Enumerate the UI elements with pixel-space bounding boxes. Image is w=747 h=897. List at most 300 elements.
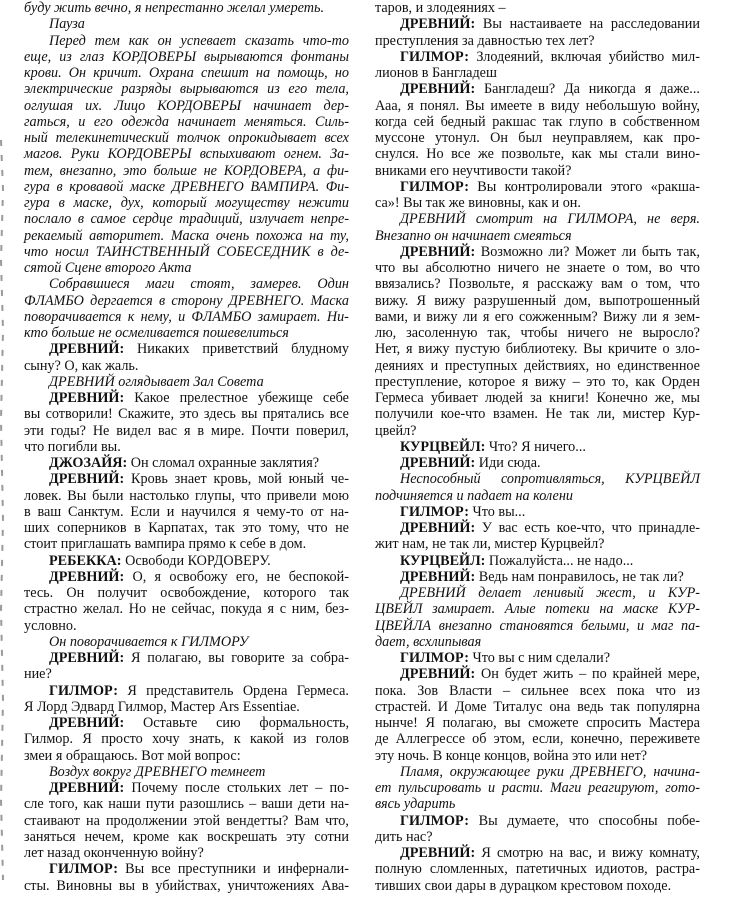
- word: деяниях: [375, 357, 424, 374]
- speaker-line: [375, 813, 700, 829]
- word: даже...: [659, 81, 700, 98]
- word: что: [240, 487, 261, 504]
- word: контролировали: [504, 178, 603, 195]
- word: взамен.: [492, 406, 538, 423]
- word: одежда: [121, 113, 170, 130]
- word: Бангладеш?: [483, 81, 556, 98]
- word: Конечно: [596, 390, 648, 406]
- word: вас: [498, 520, 518, 536]
- word: представитель: [146, 682, 234, 699]
- word: Мастера: [648, 715, 700, 731]
- speaker-name: ГИЛМОР:: [400, 503, 469, 520]
- word: так: [610, 698, 630, 715]
- speaker-name: ДРЕВНИЙ:: [49, 471, 125, 488]
- stage-direction-line: [24, 634, 349, 650]
- stage-direction-line: [24, 228, 349, 244]
- word: страстно: [24, 601, 78, 618]
- speaker-line: [375, 666, 700, 682]
- text-line: [375, 341, 700, 357]
- word: Кур-: [672, 406, 700, 423]
- word: ли: [462, 308, 478, 325]
- line-text: са»! Вы так же виновны, как и он.: [375, 195, 581, 211]
- word: ним,: [291, 601, 320, 618]
- text-line: [375, 276, 700, 292]
- word: Я: [416, 292, 426, 309]
- word: единственное: [617, 357, 700, 374]
- text-line: [375, 406, 700, 422]
- word: Вы: [482, 16, 502, 33]
- word: Он: [68, 65, 87, 81]
- word: Зов: [417, 682, 439, 699]
- text-line: [375, 390, 700, 406]
- text-line: [24, 845, 349, 861]
- text-line: [24, 504, 349, 520]
- line-text: тивших свои дары в дурацком крестовом походе.: [375, 877, 672, 894]
- word: нему,: [140, 308, 172, 325]
- stage-direction-line: [24, 211, 349, 227]
- word: на: [589, 16, 604, 33]
- word: вам: [600, 276, 623, 293]
- word: позвольте,: [501, 146, 565, 163]
- word: опрокидывает: [228, 130, 317, 146]
- word: Гилмор.: [24, 731, 74, 748]
- word: сторону: [171, 292, 223, 309]
- speaker-name: ГИЛМОР:: [400, 650, 469, 666]
- speaker-line: [375, 553, 700, 569]
- word: его,: [235, 568, 259, 585]
- word: убийство: [608, 48, 665, 65]
- stage-direction-line: [24, 244, 349, 260]
- word: я: [242, 503, 250, 520]
- word: Собравшиеся: [49, 276, 130, 293]
- speaker-line: [375, 650, 700, 666]
- word: об: [472, 731, 487, 748]
- word: ный: [24, 130, 48, 146]
- word: он: [157, 32, 172, 49]
- word: я: [154, 568, 162, 585]
- word: окружающее: [449, 763, 531, 780]
- word: послало: [24, 211, 72, 228]
- word: ших: [24, 520, 50, 536]
- word: кроме: [133, 828, 170, 845]
- word: сей: [413, 113, 434, 130]
- word: Маска: [310, 292, 349, 309]
- stage-direction-line: [375, 488, 700, 504]
- text-line: [24, 488, 349, 504]
- stage-direction-line: [24, 16, 349, 32]
- word: мистер: [622, 406, 666, 423]
- word: нечем,: [84, 828, 125, 845]
- word: так: [215, 520, 235, 536]
- line-text: вясь ударить: [375, 796, 456, 813]
- word: были: [92, 487, 124, 504]
- word: я: [183, 422, 191, 439]
- word: ввязались?: [375, 276, 441, 293]
- word: ДРЕВНИЙ: [400, 585, 466, 601]
- stage-direction-line: [24, 33, 349, 49]
- word: вендетты?: [226, 812, 289, 829]
- word: о: [630, 276, 638, 293]
- word: и: [78, 113, 86, 130]
- word: вижу: [434, 292, 466, 309]
- word: кое-что: [440, 406, 486, 423]
- word: сейчас,: [171, 601, 215, 618]
- word: на-: [330, 796, 349, 813]
- speaker-name: ГИЛМОР:: [49, 682, 118, 699]
- word: настолько: [129, 487, 190, 504]
- word: дергается: [90, 292, 153, 309]
- stage-direction-line: [24, 130, 349, 146]
- word: Я: [127, 682, 137, 699]
- stage-direction-line: [24, 293, 349, 309]
- word: на: [86, 812, 100, 829]
- word: за: [530, 390, 543, 406]
- word: и: [598, 845, 606, 861]
- word: никогда: [588, 81, 636, 98]
- word: из: [59, 48, 72, 65]
- stage-direction-line: [24, 764, 349, 780]
- word: в: [609, 113, 617, 130]
- word: Не: [545, 406, 563, 423]
- text-line: [375, 33, 700, 49]
- word: кричите: [607, 341, 657, 358]
- text-line: [24, 813, 349, 829]
- speaker-name: ДЖОЗАЙЯ:: [49, 455, 128, 471]
- word: прелестное: [179, 390, 248, 406]
- text-line: [375, 829, 700, 845]
- word: КОРДОВЕРЫ: [157, 97, 242, 114]
- word: освобождение,: [160, 585, 251, 601]
- word: как: [643, 130, 664, 146]
- word: ГИЛМОРА,: [567, 211, 637, 228]
- word: прятались: [262, 406, 325, 423]
- word: маске: [623, 601, 659, 618]
- text-line: [375, 731, 700, 747]
- word: дух,: [120, 195, 144, 211]
- text-line: [24, 423, 349, 439]
- line-text: Он поворачивается к ГИЛМОРУ: [49, 633, 249, 650]
- word: Вы: [583, 341, 603, 358]
- line-text: Внезапно он начинает смеяться: [375, 227, 572, 244]
- word: по: [592, 666, 607, 683]
- word: но: [595, 357, 611, 374]
- word: Лицо: [114, 97, 146, 114]
- word: я: [406, 341, 413, 358]
- line-text: что погибли вы.: [24, 438, 121, 455]
- word: вы: [241, 406, 258, 423]
- word: вижу: [426, 308, 458, 325]
- word: сожженным?: [518, 308, 598, 325]
- word: ли?: [548, 243, 570, 260]
- word: снулся.: [375, 146, 419, 163]
- line-text: ние?: [24, 666, 52, 683]
- word: по-: [329, 780, 349, 796]
- word: Может: [574, 243, 617, 260]
- word: дом,: [564, 292, 591, 309]
- word: способны: [598, 812, 658, 829]
- word: ет: [375, 780, 392, 796]
- speaker-line: [24, 715, 349, 731]
- word: сотворили!: [45, 406, 113, 423]
- word: ВАМПИРА.: [250, 178, 320, 195]
- word: Если: [130, 503, 160, 520]
- word: разрушенный: [473, 292, 557, 309]
- speaker-line: [375, 504, 700, 520]
- word: его: [93, 113, 113, 130]
- word: включая: [550, 48, 602, 65]
- word: КУР-: [667, 585, 700, 601]
- word: вы: [504, 715, 521, 731]
- word: переживете: [629, 731, 700, 748]
- word: делает: [478, 585, 522, 601]
- stage-direction-line: [375, 211, 700, 227]
- word: если,: [532, 731, 564, 748]
- word: привели: [266, 487, 317, 504]
- word: Он: [481, 666, 499, 683]
- word: вино-: [666, 146, 700, 163]
- word: конечно,: [570, 731, 623, 748]
- word: начинает: [253, 97, 312, 114]
- word: я: [521, 373, 529, 390]
- speaker-line: [24, 650, 349, 666]
- word: стали: [625, 146, 659, 163]
- word: носил: [55, 243, 89, 260]
- word: как: [178, 828, 198, 845]
- word: желал.: [82, 601, 123, 618]
- text-line: [375, 423, 700, 439]
- word: Санктум.: [68, 503, 124, 520]
- word: смотрит: [475, 211, 533, 228]
- word: вижу: [534, 373, 567, 390]
- word: их.: [85, 97, 103, 114]
- speaker-line: [375, 520, 700, 536]
- word: помощь,: [277, 65, 328, 81]
- speaker-line: [375, 845, 700, 861]
- speaker-line: [375, 244, 700, 260]
- word: Оставьте: [142, 715, 198, 731]
- text-column-left: [24, 0, 349, 894]
- word: гура: [24, 195, 50, 211]
- text-line: [24, 829, 349, 845]
- word: я: [267, 601, 275, 618]
- word: Я: [82, 731, 92, 748]
- speaker-line: [375, 439, 700, 455]
- line-text: вниками его неучтивости такой?: [375, 162, 572, 179]
- speaker-name: ДРЕВНИЙ:: [400, 81, 476, 98]
- word: мы: [681, 390, 700, 406]
- word: в: [141, 877, 149, 894]
- word: на-: [330, 503, 349, 520]
- word: я: [662, 308, 669, 325]
- word: ФЛАМБО: [191, 308, 252, 325]
- word: и: [488, 780, 496, 796]
- word: мой: [258, 471, 282, 488]
- word: вырываются: [179, 81, 259, 98]
- word: быть: [641, 243, 672, 260]
- word: глупо: [568, 113, 603, 130]
- word: Ава-: [321, 877, 349, 894]
- word: есть: [524, 520, 550, 536]
- word: расследовании: [610, 16, 700, 33]
- word: Скажите,: [118, 406, 174, 423]
- word: авторитет.: [89, 227, 165, 244]
- word: чтобы: [520, 325, 558, 341]
- word: формальность,: [259, 715, 349, 731]
- word: действиях,: [524, 357, 590, 374]
- speaker-name: РЕБЕККА:: [49, 552, 122, 569]
- word: войну,: [661, 97, 700, 114]
- word: СОБЕСЕДНИК: [216, 243, 311, 260]
- word: традиций,: [179, 211, 243, 228]
- word: с: [279, 601, 287, 618]
- word: вы: [118, 877, 136, 894]
- line-text: таров, и злодеяниях –: [375, 0, 506, 16]
- word: воскрешать: [206, 828, 278, 845]
- word: его: [288, 81, 308, 98]
- word: все: [451, 146, 471, 163]
- scanned-page-edge: [0, 0, 5, 897]
- word: небольшую: [585, 97, 656, 114]
- word: убивает: [430, 390, 478, 406]
- word: пульсировать: [398, 780, 482, 796]
- word: к: [127, 308, 135, 325]
- word: как: [635, 373, 656, 390]
- word: Маги: [550, 780, 582, 796]
- word: в: [538, 97, 545, 114]
- word: Кровь: [131, 471, 168, 488]
- word: вижу: [611, 845, 644, 861]
- word: крови.: [24, 65, 62, 81]
- word: глупы,: [194, 487, 235, 504]
- word: как: [83, 796, 104, 813]
- line-text: дить нас?: [375, 828, 433, 845]
- word: реагируют,: [588, 780, 659, 796]
- word: после: [185, 780, 220, 796]
- word: рекаемый: [24, 227, 83, 244]
- word: в: [317, 243, 324, 260]
- word: какой: [249, 731, 284, 748]
- word: успевает: [180, 32, 237, 49]
- stage-direction-line: [24, 49, 349, 65]
- line-text: лионов в Бангладеш: [375, 65, 497, 81]
- word: этого: [610, 178, 643, 195]
- word: Вижу: [603, 308, 638, 325]
- word: ваши: [261, 796, 293, 813]
- word: в: [158, 292, 166, 309]
- word: У: [481, 520, 492, 536]
- word: что: [611, 520, 632, 536]
- line-text: Иди сюда.: [478, 455, 541, 471]
- text-line: [375, 536, 700, 552]
- word: замирает.: [257, 308, 321, 325]
- text-line: [24, 796, 349, 812]
- word: Не: [92, 422, 110, 439]
- text-line: [24, 731, 349, 747]
- word: ничего: [567, 325, 609, 341]
- speaker-name: КУРЦВЕЙЛ:: [400, 438, 486, 455]
- word: ЦВЕЙЛ: [375, 601, 423, 618]
- word: руки: [537, 763, 564, 780]
- word: Карпатах,: [148, 520, 208, 536]
- stage-direction-line: [24, 163, 349, 179]
- speaker-name: ДРЕВНИЙ:: [400, 520, 476, 536]
- word: Аллегрессе: [395, 731, 466, 748]
- word: ведь: [577, 698, 604, 715]
- word: Почти: [251, 422, 290, 439]
- word: кричит.: [93, 65, 142, 81]
- word: и: [178, 308, 186, 325]
- stage-direction-line: [24, 276, 349, 292]
- line-text: змеи я обращаюсь. Вот мой вопрос:: [24, 747, 241, 764]
- speaker-name: ДРЕВНИЙ:: [400, 845, 476, 861]
- line-text: условно.: [24, 617, 77, 634]
- word: поворачивается: [24, 308, 122, 325]
- word: в: [24, 503, 31, 520]
- word: я: [482, 308, 490, 325]
- line-text: дает, всхлипывая: [375, 633, 482, 650]
- word: к: [233, 731, 241, 748]
- line-text: подчиняется и падает на колени: [375, 487, 573, 504]
- speaker-name: ДРЕВНИЙ:: [49, 650, 125, 666]
- word: это: [179, 406, 199, 423]
- word: непре-: [310, 211, 349, 228]
- speaker-name: ГИЛМОР:: [400, 178, 469, 195]
- word: голов: [315, 731, 349, 748]
- speaker-name: ГИЛМОР:: [400, 812, 469, 829]
- word: разряды: [121, 81, 172, 98]
- word: сле: [24, 796, 44, 813]
- speaker-line: [24, 780, 349, 796]
- line-text: Что вы с ним сделали?: [472, 650, 611, 666]
- word: Позвольте,: [448, 276, 515, 293]
- word: сказать: [244, 32, 294, 49]
- word: всех: [324, 130, 349, 146]
- text-line: [375, 260, 700, 276]
- word: от: [310, 503, 324, 520]
- text-line: [24, 601, 349, 617]
- word: эти: [24, 422, 44, 439]
- word: замерев.: [250, 276, 302, 293]
- word: сию: [216, 715, 241, 731]
- line-text: Что? Я ничего...: [488, 438, 586, 455]
- word: стаивают: [24, 812, 80, 829]
- word: идиотов,: [595, 861, 648, 878]
- word: внезапно,: [59, 162, 117, 179]
- word: КОРДОВЕРЫ: [112, 48, 197, 65]
- word: Никаких: [137, 341, 190, 358]
- text-line: [375, 195, 700, 211]
- speaker-name: ДРЕВНИЙ:: [400, 16, 476, 33]
- word: фонтаны: [290, 48, 349, 65]
- line-text: лет назад оконченную войну?: [24, 845, 204, 861]
- word: Какое: [134, 390, 170, 406]
- line-text: Он сломал охранные заклятия?: [130, 455, 320, 471]
- stage-direction-line: [375, 471, 700, 487]
- word: стоят,: [190, 276, 235, 293]
- word: же: [477, 146, 494, 163]
- word: КОРДОВЕРЫ: [107, 146, 192, 163]
- word: магов.: [24, 146, 63, 163]
- word: Орден: [661, 373, 700, 390]
- text-line: [375, 861, 700, 877]
- speaker-line: [24, 471, 349, 487]
- line-text: жит нам, не так ли, мистер Курцвейл?: [375, 536, 605, 553]
- speaker-line: [24, 861, 349, 877]
- word: не: [335, 520, 349, 536]
- word: вижу.: [375, 292, 409, 309]
- text-line: [375, 748, 700, 764]
- word: ДРЕВНЕГО.: [228, 292, 305, 309]
